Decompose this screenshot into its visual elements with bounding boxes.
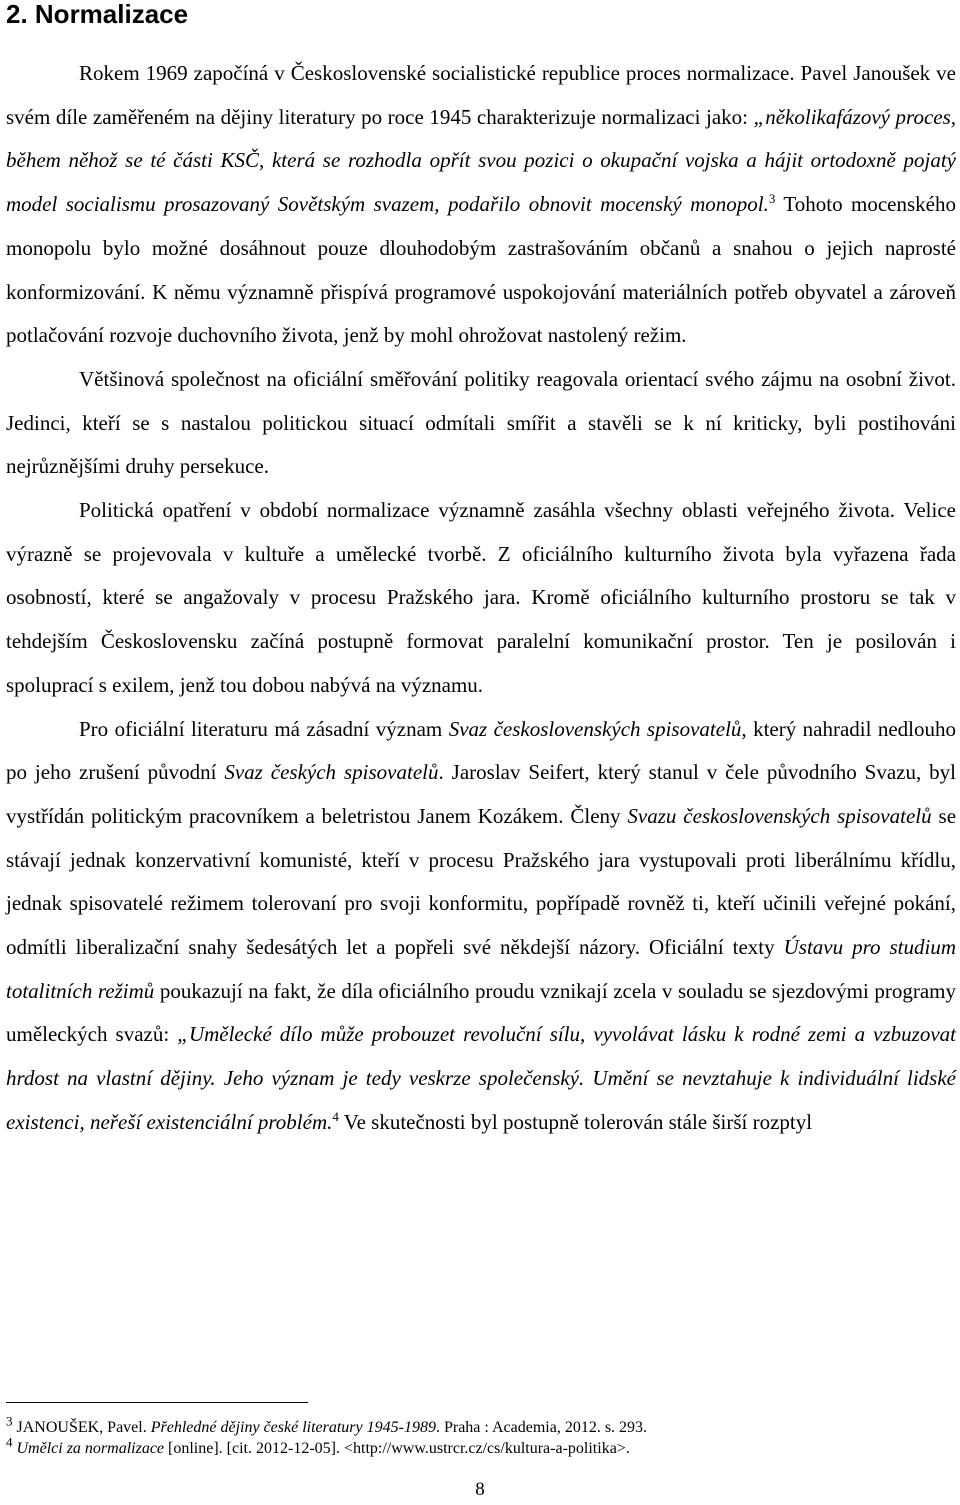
paragraph-text: Tohoto mocenského monopolu bylo možné dosáhnout pouze dlouhodobým zastrašováním občanů a snahou o jejich naprosté konformizování. K němu významně přispívá programové uspokojování materiálních potřeb obyvatel a zároveň potlačování rozvoje duchovního života, jenž by mohl ohrožovat nastolený režim.	[6, 192, 956, 348]
organization-name: Svaz československých spisovatelů	[448, 716, 742, 741]
footnote-ref[interactable]: 4	[332, 1108, 339, 1124]
footnotes	[6, 1413, 956, 1459]
footnote-4	[6, 1434, 956, 1459]
footnote-3	[6, 1413, 956, 1438]
footnote-separator	[6, 1402, 308, 1403]
paragraph-4	[6, 708, 956, 1145]
footnote-number: 3	[6, 1413, 13, 1429]
paragraph-text: poukazují na fakt, že díla oficiálního proudu vznikají zcela v souladu se sjezdovými programy uměleckých svazů:	[6, 978, 957, 1047]
paragraph-3: Politická opatření v období normalizace významně zasáhla všechny oblasti veřejného života. Velice výrazně se projevovala v kultuře a umělecké tvorbě. Z oficiálního kulturního života byla vyřazena řada osobností, které se angažovaly v procesu Pražského jara. Kromě oficiálního kulturního prostoru se tak v tehdejším Československu začíná postupně formovat paralelní komunikační prostor. Ten je posilován i spoluprací s exilem, jenž tou dobou nabývá na významu.	[6, 498, 956, 697]
footnote-text: [online]. [cit. 2012-12-05]. <http://www.ustrcr.cz/cs/kultura-a-politika>.	[164, 1440, 630, 1457]
footnote-title: Umělci za normalizace	[16, 1440, 165, 1457]
footnote-text: . Praha : Academia, 2012. s. 293.	[435, 1419, 648, 1436]
paragraph-text: se stávají jednak konzervativní komunisté, kteří v procesu Pražského jara vystupovali proti liberálnímu křídlu, jednak spisovatelé režimem tolerovaní pro svoji konformitu, popřípadě rovněž ti, kteří učinili veřejné pokání, odmítli liberalizační snahy šedesátých let a popřeli své někdejší názory. Oficiální texty	[6, 803, 957, 960]
footnote-title: Přehledné dějiny české literatury 1945-1989	[150, 1419, 436, 1436]
paragraph-text: Rokem 1969 započíná v Československé socialistické republice proces normalizace. Pavel Janoušek ve svém díle zaměřeném na dějiny literatury po roce 1945 charakterizuje normalizaci jako:	[6, 61, 956, 129]
footnote-ref[interactable]: 3	[768, 191, 776, 207]
organization-name: Ústavu pro studium totalitních režimů	[6, 935, 956, 1003]
organization-name: Svaz českých spisovatelů	[224, 760, 439, 785]
paragraph-text: Ve skutečnosti byl postupně tolerován stále širší rozptyl	[338, 1109, 813, 1134]
paragraph-text: , který nahradil nedlouho po jeho zrušení původní	[6, 716, 957, 785]
paragraph-text: . Jaroslav Seifert, který stanul v čele původního Svazu, byl vystřídán politickým pracovníkem a beletristou Janem Kozákem. Členy	[6, 760, 956, 828]
quote-text: „Umělecké dílo může probouzet revoluční sílu, vyvolávat lásku k rodné zemi a vzbuzovat hrdost na vlastní dějiny. Jeho význam je tedy veskrze společenský. Umění se nevztahuje k individuální lidské existenci, neřeší existenciální problém.	[6, 1022, 956, 1134]
footnote-text: JANOUŠEK, Pavel.	[12, 1419, 151, 1436]
footnote-number: 4	[6, 1434, 13, 1450]
paragraph-1	[6, 52, 956, 358]
paragraph-2: Většinová společnost na oficiální směřování politiky reagovala orientací svého zájmu na osobní život. Jedinci, kteří se s nastalou politickou situací odmítali smířit a stavěli se k ní kriticky, byli postihováni nejrůznějšími druhy persekuce.	[6, 366, 956, 479]
organization-name: Svazu československých spisovatelů	[627, 803, 932, 828]
paragraph-text: Pro oficiální literaturu má zásadní význam	[79, 716, 449, 741]
page-number: 8	[475, 1479, 485, 1500]
quote-text: „několikafázový proces, během něhož se té části KSČ, která se rozhodla opřít svou pozici o okupační vojska a hájit ortodoxně pojatý model socialismu prosazovaný Sovětským svazem, podařilo obnovit mocenský monopol.	[6, 104, 957, 217]
body-text	[6, 52, 956, 1145]
section-heading: 2. Normalizace	[6, 0, 189, 29]
